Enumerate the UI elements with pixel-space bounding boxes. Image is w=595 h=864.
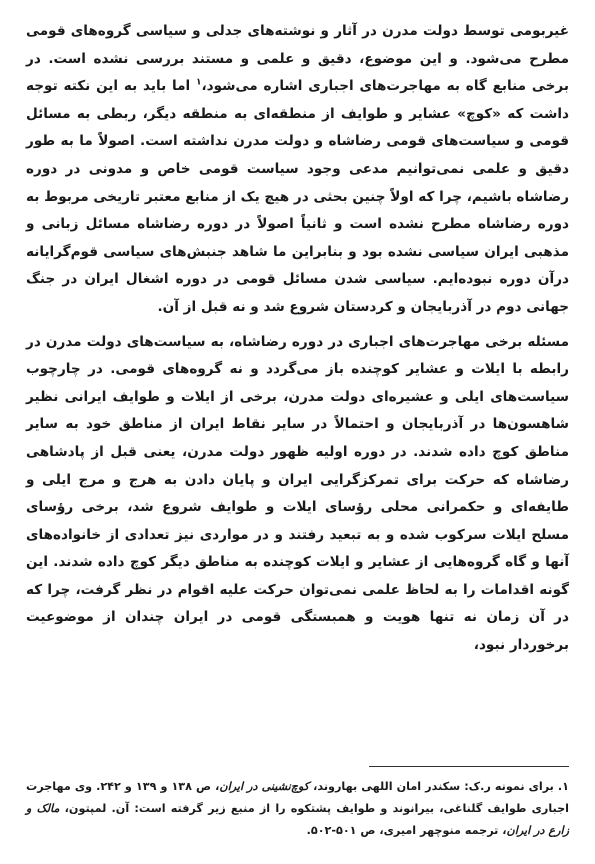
- footnote-prefix: ۱. برای نمونه ر.ک: سکندر امان اللهی بهاروند،: [309, 780, 570, 793]
- footnote-middle: ، ص ۱۳۸ و ۱۳۹ و ۲۴۲. وی مهاجرت اجباری طوایف گلناغی، بیرانوند و طوایف پشتکوه را از منبع زیر گرفته است: آن. لمپتون،: [26, 780, 569, 815]
- paragraph-1-text-b: اما باید به این نکته توجه داشت که «کوچ» عشایر و طوایف از منطقه‌ای به منطقه دیگر، ربطی به مسائل قومی و سیاست‌های قومی رضاشاه و دولت مدرن نداشته است. اصولاً ما به طور دقیق و علمی نمی‌توانیم مدعی وجود سیاست قومی خاص و مدونی در دوره رضاشاه باشیم، چرا که اولاً چنین بحثی در هیچ یک از منابع معتبر تاریخی مربوط به دوره رضاشاه مطرح نشده است و ثانیاً اصولاً در دوره رضاشاه مسائل زبانی و مذهبی ایران سیاسی نشده بود و بنابراین ما شاهد جنبش‌های سیاسی قوم‌گرایانه درآن دوره نبوده‌ایم. سیاسی شدن مسائل قومی در دوره اشغال ایران در جنگ جهانی دوم در آذربایجان و کردستان شروع شد و نه قبل از آن.: [26, 78, 569, 315]
- footnote: [26, 776, 569, 842]
- main-text: [26, 18, 569, 660]
- footnote-divider: [369, 766, 569, 767]
- paragraph-1-text-a: غیربومی توسط دولت مدرن در آثار و نوشته‌های جدلی و سیاسی گروه‌های قومی مطرح می‌شود. و این موضوع، دقیق و علمی و مستند بررسی نشده است. در برخی منابع گاه به مهاجرت‌های اجباری اشاره می‌شود،: [26, 23, 569, 95]
- paragraph-1: [26, 18, 569, 322]
- footnote-suffix: ، ترجمه منوچهر امیری، ص ۵۰۱-۵۰۲.: [306, 824, 507, 837]
- footnote-marker: ۱: [195, 77, 202, 88]
- paragraph-2: مسئله برخی مهاجرت‌های اجباری در دوره رضاشاه، به سیاست‌های دولت مدرن در رابطه با ایلات و عشایر کوچنده باز می‌گردد و نه گروه‌های قومی. در چارچوب سیاست‌های ایلی و عشیره‌ای دولت مدرن، برخی از ایلات و طوایف ایرانی نظیر شاهسون‌ها در آذربایجان و احتمالاً در سایر نقاط ایران از مناطق خود به سایر مناطق کوچ داده شدند. در دوره اولیه ظهور دولت مدرن، یعنی قبل از پادشاهی رضاشاه که حرکت برای تمرکزگرایی ایران و پایان دادن به هرج و مرج ایلی و طایفه‌ای و حکمرانی محلی رؤسای ایلات و طوایف شروع شد، برخی رؤسای مسلح ایلات سرکوب شده و به تبعید رفتند و در مواردی نیز تعدادی از خانواده‌های آنها و گاه گروه‌هایی از عشایر و ایلات کوچنده به مناطق دیگر کوچ داده شدند. این گونه اقدامات را به لحاظ علمی نمی‌توان حرکت علیه اقوام در نظر گرفت، چرا که در آن زمان نه تنها هویت و همبستگی قومی در ایران چندان از موضوعیت برخوردار نبود،: [26, 333, 569, 654]
- footnote-title-1: کوچ‌نشینی در ایران: [219, 780, 310, 793]
- footnote-title-2: مالک و زارع در ایران: [26, 802, 569, 837]
